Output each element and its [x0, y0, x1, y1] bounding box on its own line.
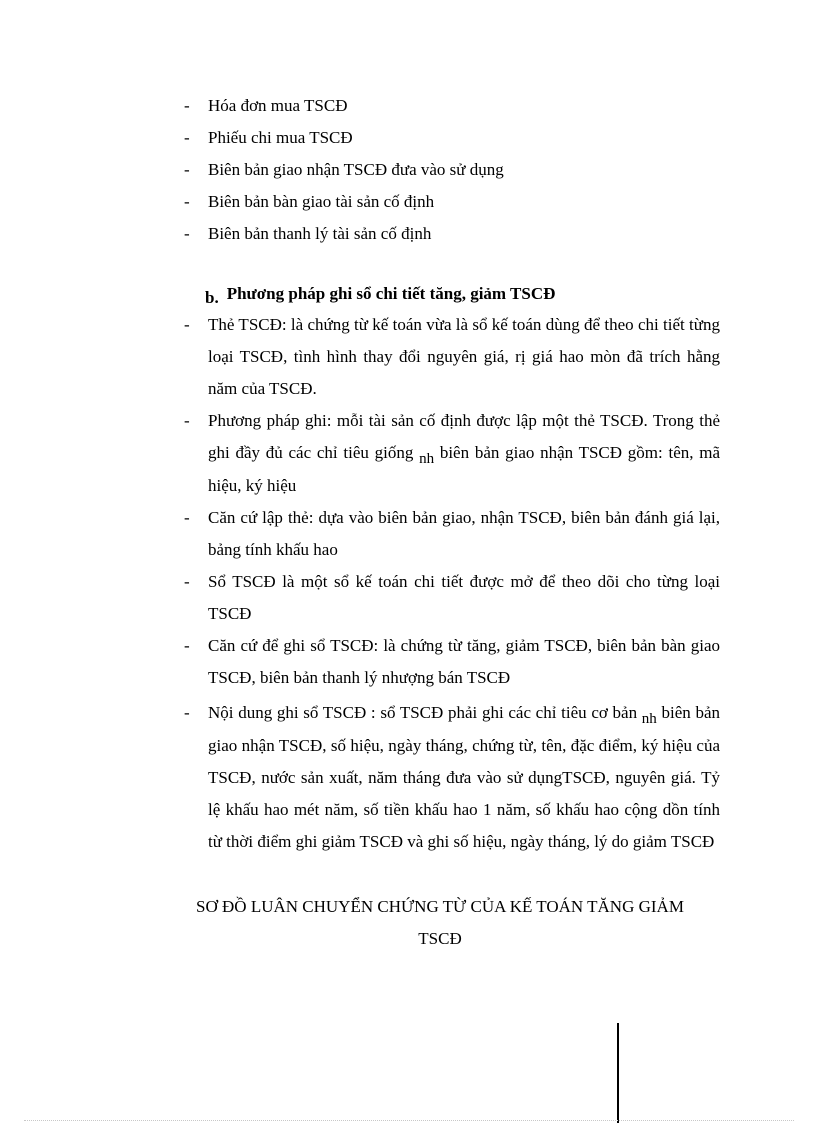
list-item-text: Căn cứ để ghi sổ TSCĐ: là chứng từ tăng, giảm TSCĐ, biên bản bàn giao TSCĐ, biên bản thanh lý nhượng bán TSCĐ	[208, 636, 720, 687]
bullet-dash: -	[184, 160, 190, 179]
bullet-dash: -	[184, 192, 190, 211]
text-segment: biên bản giao nhận TSCĐ, số hiệu, ngày tháng, chứng từ, tên, đặc điểm, ký hiệu của TSCĐ, nước sản xuất, năm tháng đưa vào sử dụngTSCĐ, nguyên giá. Tỷ lệ khấu hao mét năm, số tiền khấu hao 1 năm, số khấu hao cộng dồn tính từ thời điểm ghi giảm TSCĐ và ghi số hiệu, ngày tháng, lý do giảm TSCĐ	[208, 703, 720, 851]
bullet-dash: -	[184, 572, 190, 591]
list-item-text: Thẻ TSCĐ: là chứng từ kế toán vừa là sổ kế toán dùng để theo chi tiết từng loại TSCĐ, tình hình thay đổi nguyên giá, rị giá hao mòn đã trích hằng năm của TSCĐ.	[208, 315, 720, 398]
text-segment: biên bản giao nhận TSCĐ gồm: tên, mã hiệu, ký hiệu	[208, 443, 721, 495]
list-item-text: Biên bản giao nhận TSCĐ đưa vào sử dụng	[208, 160, 504, 179]
list-item	[184, 630, 720, 694]
list-item	[184, 186, 720, 218]
diagram-connector-line	[617, 1023, 619, 1123]
text-segment: Nội dung ghi sổ TSCĐ : sổ TSCĐ phải ghi các chỉ tiêu cơ bản	[208, 703, 642, 722]
list-item	[184, 90, 720, 122]
list-item	[184, 405, 720, 502]
list-item-text: Căn cứ lập thẻ: dựa vào biên bản giao, nhận TSCĐ, biên bản đánh giá lại, bảng tính khấu hao	[208, 508, 720, 559]
bullet-dash: -	[184, 315, 190, 334]
section-title: Phương pháp ghi sổ chi tiết tăng, giảm TSCĐ	[226, 284, 556, 303]
list-item-text: Biên bản bàn giao tài sản cố định	[208, 192, 435, 211]
diagram-title-line: SƠ ĐỒ LUÂN CHUYỂN CHỨNG TỪ CỦA KẾ TOÁN TĂNG GIẢM	[196, 897, 684, 916]
list-item	[184, 566, 720, 630]
bullet-dash: -	[184, 411, 190, 430]
section-heading	[205, 278, 555, 310]
list-item	[184, 697, 720, 858]
list-item-text	[208, 697, 720, 858]
text-segment: Phương pháp ghi: mỗi tài sản cố định được lập một thẻ TSCĐ. Trong thẻ ghi đầy đủ các chỉ tiêu giống	[208, 411, 720, 462]
bullet-dash: -	[184, 128, 190, 147]
bullet-dash: -	[184, 703, 190, 722]
list-item-text: Sổ TSCĐ là một sổ kế toán chi tiết được mở để theo dõi cho từng loại TSCĐ	[208, 572, 720, 623]
bullet-dash: -	[184, 224, 190, 243]
page-break-divider	[24, 1120, 794, 1121]
section-letter: b.	[205, 288, 219, 307]
list-item	[184, 122, 720, 154]
list-item	[184, 502, 720, 566]
bullet-dash: -	[184, 96, 190, 115]
bullet-dash: -	[184, 636, 190, 655]
small-text: nh	[419, 451, 435, 467]
list-item	[184, 154, 720, 186]
list-item	[184, 218, 720, 250]
bullet-dash: -	[184, 508, 190, 527]
diagram-title-line: TSCĐ	[418, 929, 462, 948]
list-item-text: Biên bản thanh lý tài sản cố định	[208, 224, 432, 243]
list-item-text	[208, 405, 720, 502]
small-text: nh	[641, 711, 657, 727]
diagram-title	[150, 891, 730, 955]
list-item-text: Phiếu chi mua TSCĐ	[208, 128, 353, 147]
list-item	[184, 309, 720, 405]
list-item-text: Hóa đơn mua TSCĐ	[208, 96, 348, 115]
